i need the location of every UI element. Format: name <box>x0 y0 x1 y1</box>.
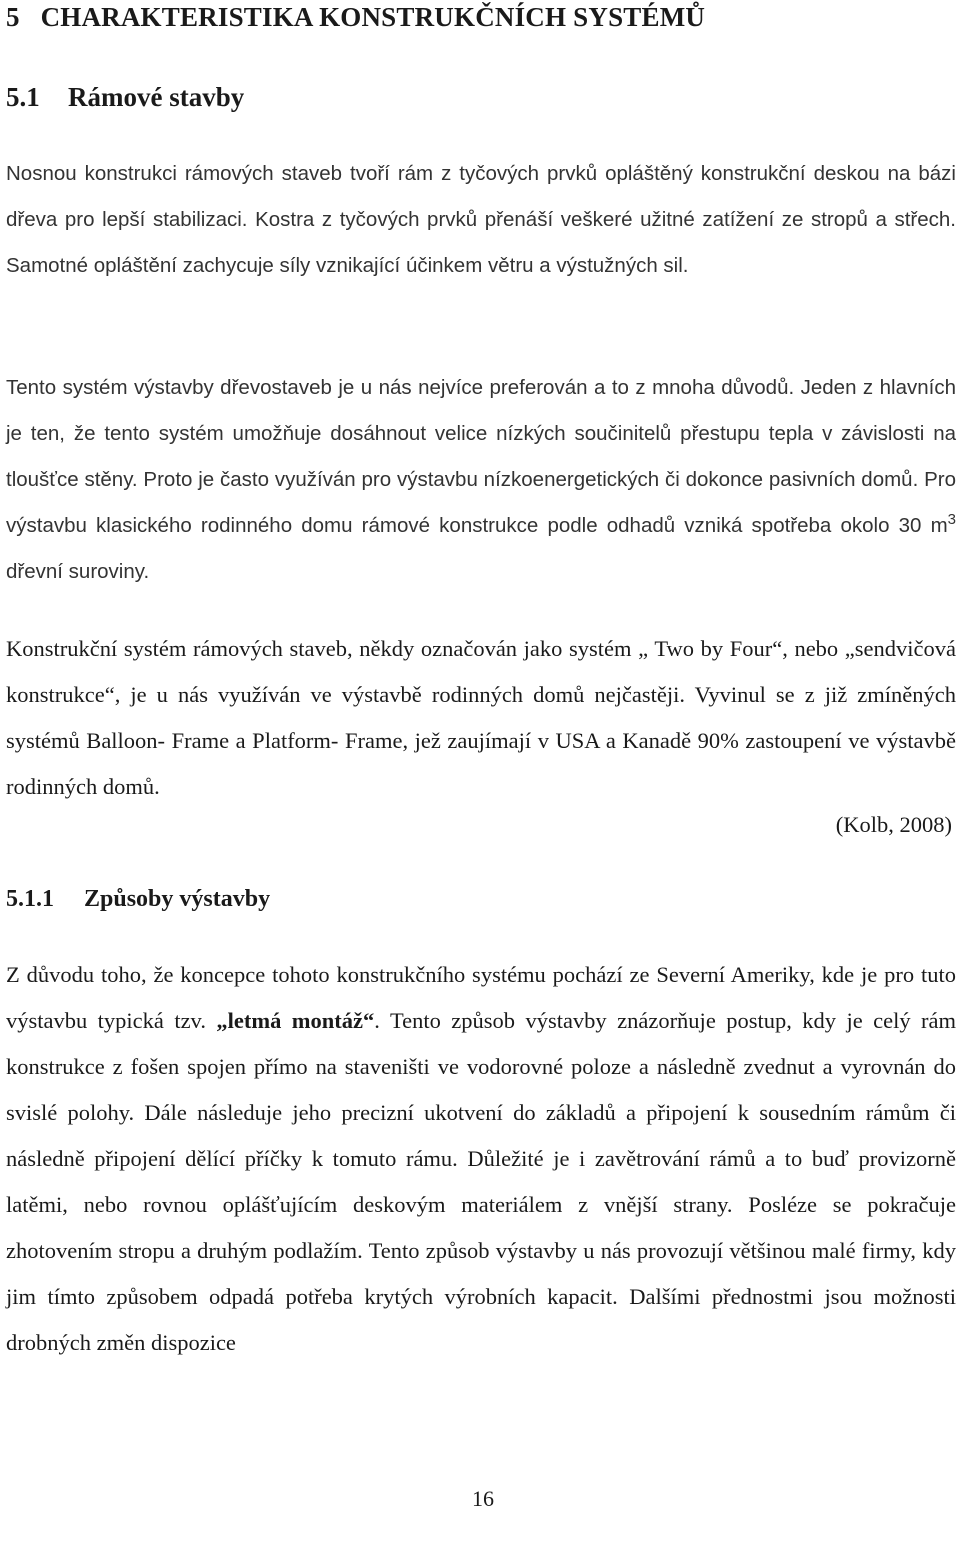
chapter-title: CHARAKTERISTIKA KONSTRUKČNÍCH SYSTÉMŮ <box>40 2 706 32</box>
page-number: 16 <box>472 1486 494 1511</box>
chapter-number: 5 <box>6 2 20 32</box>
subsection-number: 5.1.1 <box>6 886 54 912</box>
section-heading <box>6 82 244 113</box>
paragraph-frame-description: Nosnou konstrukci rámových staveb tvoří rám z tyčových prvků opláštěný konstrukční deskou na bázi dřeva pro lepší stabilizaci. Kostra z tyčových prvků přenáší veškeré užitné zatížení ze stropů a střech. Samotné opláštění zachycuje síly vznikající účinkem větru a výstužných sil. <box>6 162 956 277</box>
paragraph-preference <box>6 365 956 595</box>
paragraph-preference-end: dřevní suroviny. <box>6 560 150 583</box>
superscript-cubic: 3 <box>947 511 956 529</box>
paragraph-methods-rest: . Tento způsob výstavby znázorňuje postup, kdy je celý rám konstrukce z fošen spojen přímo na staveništi ve vodorovné poloze a následně zvednut a vyrovnán do svislé polohy. Dále následuje jeho precizní ukotvení do základů a připojení k sousedním rámům či následně připojení dělící příčky k tomuto rámu. Důležité je i zavětrování rámů a to buď provizorně latěmi, nebo rovnou oplášťujícím deskovým materiálem z vnější strany. Posléze se pokračuje zhotovením stropu a druhým podlažím. Tento způsob výstavby u nás provozují většinou malé firmy, kdy jim tímto způsobem odpadá potřeba krytých výrobních kapacit. Dalšími přednostmi jsou možnosti drobných změn dispozice <box>6 1008 956 1355</box>
paragraph-two-by-four: Konstrukční systém rámových staveb, někdy označován jako systém „ Two by Four“, nebo „sendvičová konstrukce“, je u nás využíván ve výstavbě rodinných domů nejčastěji. Vyvinul se z již zmíněných systémů Balloon- Frame a Platform- Frame, jež zaujímají v USA a Kanadě 90% zastoupení ve výstavbě rodinných domů. <box>6 636 956 799</box>
section-number: 5.1 <box>6 82 40 112</box>
bold-term: „letmá montáž“ <box>216 1008 375 1033</box>
subsection-heading <box>6 886 270 913</box>
section-title: Rámové stavby <box>68 82 245 112</box>
citation: (Kolb, 2008) <box>835 812 952 837</box>
subsection-title: Způsoby výstavby <box>84 886 271 912</box>
paragraph-preference-text: Tento systém výstavby dřevostaveb je u nás nejvíce preferován a to z mnoha důvodů. Jeden z hlavních je ten, že tento systém umožňuje dosáhnout velice nízkých součinitelů přestupu tepla v závislosti na tloušťce stěny. Proto je často využíván pro výstavbu nízkoenergetických či dokonce pasivních domů. Pro výstavbu klasického rodinného domu rámové konstrukce podle odhadů vzniká spotřeba okolo 30 m <box>6 376 956 537</box>
chapter-heading <box>6 2 705 33</box>
paragraph-construction-methods <box>6 952 956 1366</box>
paragraph-methods-text: Z důvodu toho, že koncepce tohoto konstrukčního systému pochází ze Severní Ameriky, kde je pro tuto výstavbu typická tzv. <box>6 962 956 1033</box>
